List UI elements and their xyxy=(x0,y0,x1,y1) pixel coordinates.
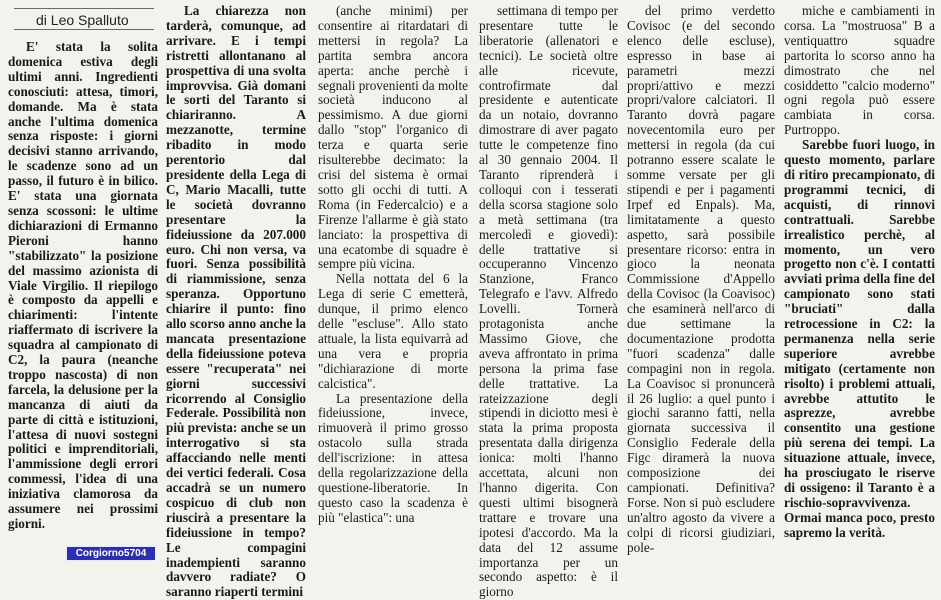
column-5-paragraph-1: del primo verdetto Covisoc (e del secondo elenco delle escluse), espresso in base ai parametri mezzi propri/attivo e mezzi propri/valore calciatori. Il Taranto dovrà pagare novecentomila euro per mettersi in regola (da cui potranno essere scalate le somme versate per gli stipendi e per i pagamenti Irpef ed Enpals). Ma, limitatamente a questo aspetto, sarà possibile presentare ricorso: entra in gioco la neonata Commissione d'Appello della Covisoc (la Coavisoc) che esaminerà nell'arco di due settimane la documentazione prodotta "fuori scadenza" dalle compagini non in regola. La Coavisoc si pronuncerà il 26 luglio: a quel punto i giochi saranno fatti, nella giornata successiva il Consiglio Federale della Figc diramerà la nuova composizione dei campionati. Definitiva? Forse. Non si può escludere un'altro agosto da vivere a colpi di ricorsi giudiziari, pole- xyxy=(627,3,775,555)
column-4-paragraph-1: settimana di tempo per presentare tutte le liberatorie (allenatori e tecnici). Le società oltre alle ricevute, controfirmate dal presidente e autenticate da un notaio, dovranno dimostrare di aver pagato tutte le competenze fino al 30 gennaio 2004. Il Taranto riprenderà i colloqui con i tesserati della scorsa stagione solo a metà settimana (tra mercoledì e giovedì): delle trattative si occuperanno Vincenzo Stanzione, Franco Telegrafo e l'avv. Alfredo Lovelli. Tornerà protagonista anche Massimo Giove, che aveva affrontato in prima persona la prima fase delle trattative. La rateizzazione degli stipendi in diciotto mesi è stata la prima proposta presentata dalla dirigenza ionica: molti l'hanno accettata, alcuni non l'hanno digerita. Con questi ultimi bisognerà trattare e trovare una ipotesi d'accordo. Ma la data del 12 assume importanza per un secondo aspetto: è il giorno xyxy=(479,3,618,600)
column-3 xyxy=(318,4,468,570)
column-6-paragraph-2: Sarebbe fuori luogo, in questo momento, parlare di ritiro precampionato, di programmi tecnici, di acquisti, di rinnovi contrattuali. Sarebbe irrealistico perchè, al momento, un vero progetto non c'è. I contatti avviati prima della fine del campionato sono stati "bruciati" dalla retrocessione in C2: la permanenza nella serie superiore avrebbe mitigato (certamente non risolto) i problemi attuali, avrebbe attutito le asprezze, avrebbe consentito una gestione più serena dei tempi. La situazione attuale, invece, ha prosciugato le riserve di ossigeno: il Taranto è a rischio-sopravvivenza. Ormai manca poco, presto sapremo la verità. xyxy=(784,137,935,540)
column-3-paragraph-3: La presentazione della fideiussione, invece, rimuoverà il primo grosso ostacolo sulla strada dell'iscrizione: in attesa della regolarizzazione della questione-liberatorie. In questo caso la scadenza è più "elastica": una xyxy=(318,390,468,525)
column-1 xyxy=(8,40,158,562)
column-5 xyxy=(627,4,775,570)
column-6-paragraph-1: miche e cambiamenti in corsa. La "mostruosa" B a ventiquattro squadre partorita lo scorso anno ha dimostrato che nel cosiddetto "calcio moderno" ogni regola può essere cambiata in corsa. Purtroppo. xyxy=(784,3,935,138)
column-3-paragraph-1: (anche minimi) per consentire ai ritardatari di mettersi in regola? La partita sembra ancora aperta: anche perchè i segnali provenienti da molte società inducono al pessimismo. A due giorni dallo "stop" l'organico di terza e quarta serie risulterebbe decimato: la crisi del sistema è ormai sotto gli occhi di tutti. A Roma (in Federcalcio) e a Firenze l'allarme è già stato lanciato: la prospettiva di una ecatombe di squadre è sempre più vicina. xyxy=(318,3,468,272)
column-2-paragraph-1: La chiarezza non tarderà, comunque, ad arrivare. E i tempi ristretti allontanano al prospettiva di una svolta improvvisa. Già domani le sorti del Taranto si chiariranno. A mezzanotte, termine ribadito in modo perentorio dal presidente della Lega di C, Mario Macalli, tutte le società dovranno presentare la fideiussione da 207.000 euro. Chi non versa, va fuori. Senza possibilità di riammissione, senza speranza. Opportuno chiarire il punto: fino allo scorso anno anche la mancata presentazione della fideiussione poteva essere "recuperata" nei giorni successivi ricorrendo al Consiglio Federale. Possibilità non più prevista: anche se un interrogativo si sta affacciando nelle menti dei vertici federali. Cosa accadrà se un numero cospicuo di club non riuscirà a presentare la fideiussione in tempo? Le compagini inadempienti saranno davvero radiate? O saranno riaperti termini xyxy=(166,3,306,600)
column-6 xyxy=(784,4,935,570)
watermark-label: Corgiorno5704 xyxy=(66,546,156,561)
column-4 xyxy=(479,3,618,600)
column-2 xyxy=(166,3,306,600)
column-3-paragraph-2: Nella nottata del 6 la Lega di serie C emetterà, dunque, il primo elenco delle "escluse". Allo stato attuale, la lista equivarrà ad una vera e propria "dichiarazione di morte calcistica". xyxy=(318,271,468,391)
byline: di Leo Spalluto xyxy=(14,8,154,30)
column-1-paragraph-1: E' stata la solita domenica estiva degli ultimi anni. Ingredienti conosciuti: attesa, timori, domande. Ma è stata anche l'ultima domenica senza risposte: i giorni decisivi stanno arrivando, le scadenze sono ad un passo, il futuro è in bilico. E' stata una giornata senza scossoni: le ultime dichiarazioni di Ermanno Pieroni hanno "stabilizzato" la posizione del massimo azionista di Viale Virgilio. Il riepilogo è composto da appelli e chiarimenti: l'intente riaffermato di iscrivere la squadra al campionato di C2, la paura (neanche troppo nascosta) di non farcela, la delusione per la mancanza di aiuti da parte di città e istituzioni, l'attesa di nuovi sostegni politici e imprenditoriali, l'ammissione degli errori commessi, l'idea di una iniziativa clamorosa da assumere nei prossimi giorni. xyxy=(8,39,158,531)
